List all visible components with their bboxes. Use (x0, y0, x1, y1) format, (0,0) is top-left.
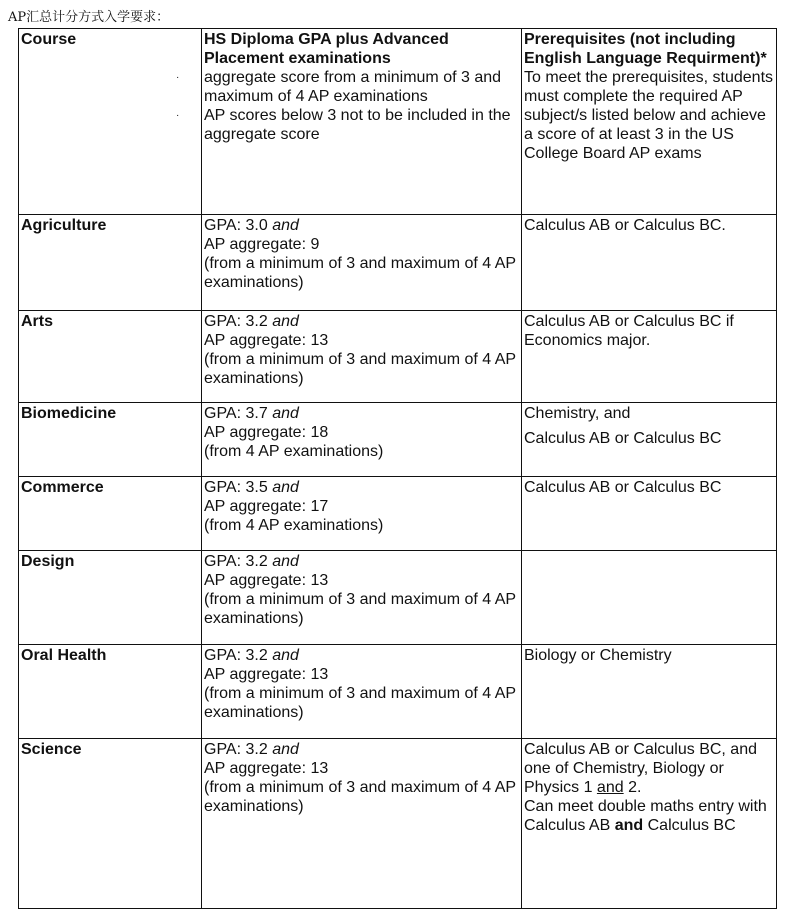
prereq-cell (522, 551, 777, 645)
header-course: Course (21, 31, 77, 48)
gpa-cell: GPA: 3.2 and AP aggregate: 13 (from a minimum of 3 and maximum of 4 AP examinations) (202, 645, 522, 739)
gpa-cell: GPA: 3.2 and AP aggregate: 13 (from a minimum of 3 and maximum of 4 AP examinations) (202, 551, 522, 645)
course-name: Agriculture (21, 217, 107, 234)
table-row (19, 551, 777, 645)
gpa-cell: GPA: 3.7 and AP aggregate: 18 (from 4 AP examinations) (202, 403, 522, 477)
bullet-icon: · (176, 72, 180, 83)
gpa-cell: GPA: 3.5 and AP aggregate: 17 (from 4 AP examinations) (202, 477, 522, 551)
prereq-cell: Calculus AB or Calculus BC (522, 477, 777, 551)
gpa-cell: GPA: 3.2 and AP aggregate: 13 (from a minimum of 3 and maximum of 4 AP examinations) (202, 311, 522, 403)
gpa-cell: GPA: 3.2 and AP aggregate: 13 (from a minimum of 3 and maximum of 4 AP examinations) (202, 739, 522, 909)
table-row (19, 403, 777, 477)
course-name: Arts (21, 313, 54, 330)
header-prereq-cell (522, 29, 777, 215)
prereq-cell: Calculus AB or Calculus BC, and one of Chemistry, Biology or Physics 1 and 2. Can meet double maths entry with Calculus AB and Calculus BC (522, 739, 777, 909)
bullet-icon: · (176, 110, 180, 121)
table-row (19, 311, 777, 403)
header-gpa-cell (176, 29, 522, 215)
gpa-cell: GPA: 3.0 and AP aggregate: 9 (from a minimum of 3 and maximum of 4 AP examinations) (202, 215, 522, 311)
table-row (19, 739, 777, 909)
course-name: Biomedicine (21, 405, 117, 422)
header-gpa-bullet: · AP scores below 3 not to be included in the aggregate score (176, 107, 511, 143)
header-gpa-title: HS Diploma GPA plus Advanced Placement examinations (204, 31, 449, 67)
table-row (19, 645, 777, 739)
admission-requirements-table (18, 28, 777, 909)
header-course-cell (19, 29, 202, 215)
course-name: Design (21, 553, 75, 570)
course-name: Science (21, 741, 82, 758)
header-prereq-note: To meet the prerequisites, students must complete the required AP subject/s listed below and achieve a score of at least 3 in the US College Board AP exams (524, 69, 774, 162)
table-row (19, 215, 777, 311)
table-row (19, 477, 777, 551)
course-name: Oral Health (21, 647, 107, 664)
prereq-cell: Chemistry, and Calculus AB or Calculus BC (522, 403, 777, 477)
course-name: Commerce (21, 479, 104, 496)
prereq-cell: Calculus AB or Calculus BC. (522, 215, 777, 311)
header-gpa-bullet: · aggregate score from a minimum of 3 and maximum of 4 AP examinations (176, 69, 502, 105)
prereq-cell: Biology or Chemistry (522, 645, 777, 739)
page-title: AP汇总计分方式入学要求： (8, 10, 170, 25)
prereq-cell: Calculus AB or Calculus BC if Economics major. (522, 311, 777, 403)
table-header-row (19, 29, 777, 215)
header-prereq-title: Prerequisites (not including English Language Requirment)* (524, 31, 767, 67)
